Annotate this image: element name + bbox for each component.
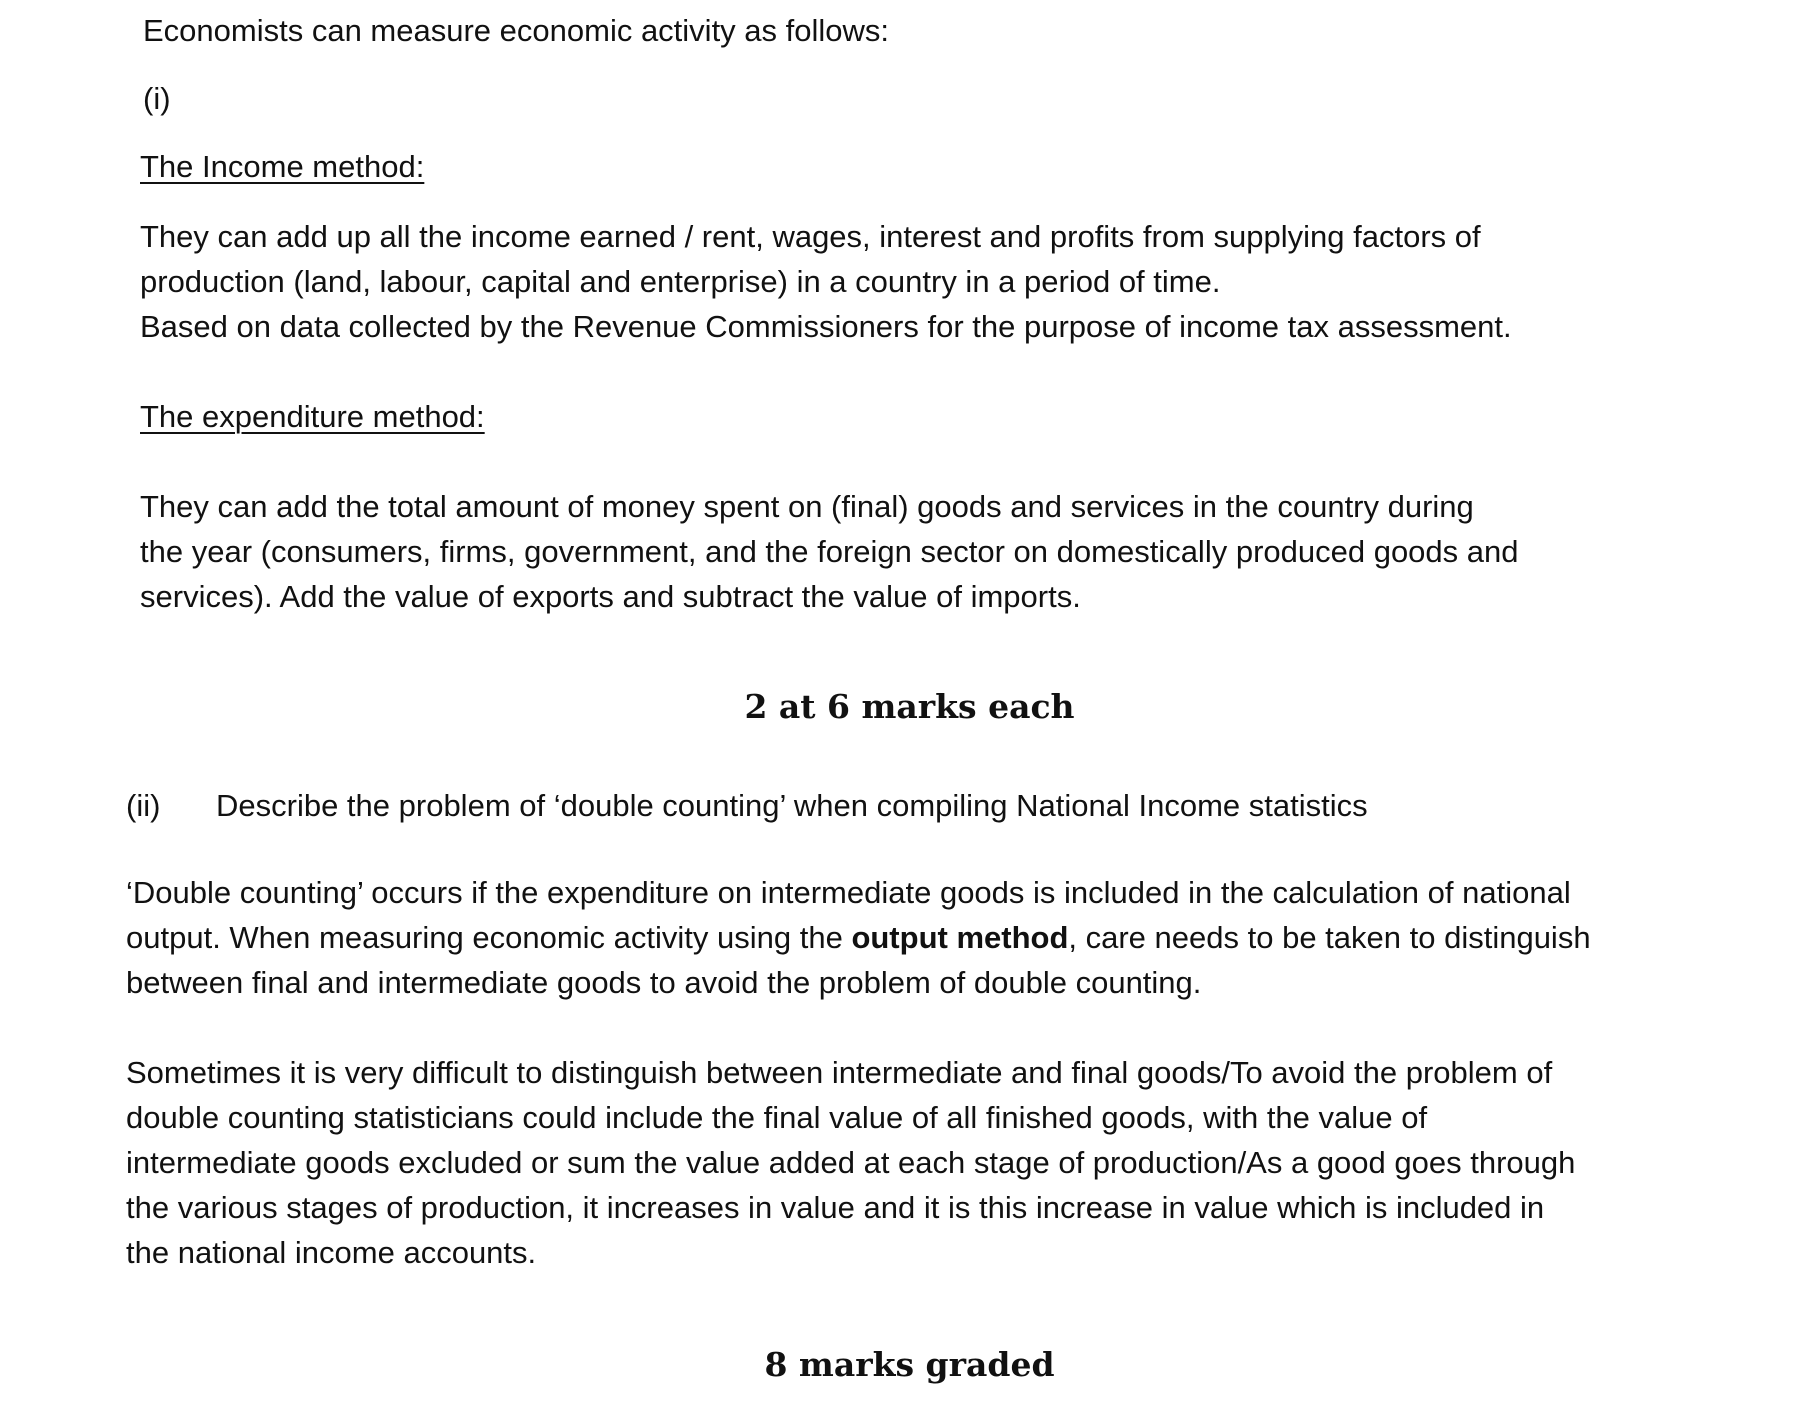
solution-line-3: intermediate goods excluded or sum the value added at each stage of production/As a good goes through xyxy=(126,1145,1576,1180)
solution-line-2: double counting statisticians could include the final value of all finished goods, with the value of xyxy=(126,1100,1428,1135)
solution-line-4: the various stages of production, it increases in value and it is this increase in value which is included in xyxy=(126,1190,1545,1225)
double-counting-line-1: ‘Double counting’ occurs if the expenditure on intermediate goods is included in the calculation of national xyxy=(126,875,1571,910)
line2-before: output. When measuring economic activity using the xyxy=(126,920,852,955)
income-method-heading: The Income method: xyxy=(140,149,425,184)
income-line-2: production (land, labour, capital and enterprise) in a country in a period of time. xyxy=(140,264,1221,299)
line2-after: , care needs to be taken to distinguish xyxy=(1068,920,1591,955)
double-counting-line-2 xyxy=(126,915,1591,960)
income-line-1: They can add up all the income earned / rent, wages, interest and profits from supplying factors of xyxy=(140,219,1481,254)
expenditure-line-1: They can add the total amount of money spent on (final) goods and services in the country during xyxy=(140,489,1474,524)
part-ii-label: (ii) xyxy=(126,788,161,823)
solution-line-1: Sometimes it is very difficult to distinguish between intermediate and final goods/To avoid the problem of xyxy=(126,1055,1553,1090)
part-i-label: (i) xyxy=(143,81,171,116)
solution-line-5: the national income accounts. xyxy=(126,1235,537,1270)
part-ii-question: Describe the problem of ‘double counting’ when compiling National Income statistics xyxy=(216,788,1368,823)
marks-part-ii: 8 marks graded xyxy=(764,1345,1055,1384)
expenditure-method-heading: The expenditure method: xyxy=(140,399,485,434)
expenditure-line-3: services). Add the value of exports and subtract the value of imports. xyxy=(140,579,1081,614)
expenditure-line-2: the year (consumers, firms, government, and the foreign sector on domestically produced goods and xyxy=(140,534,1519,569)
double-counting-line-3: between final and intermediate goods to avoid the problem of double counting. xyxy=(126,965,1202,1000)
income-line-3: Based on data collected by the Revenue Commissioners for the purpose of income tax assessment. xyxy=(140,309,1512,344)
output-method-bold: output method xyxy=(851,920,1069,955)
marks-part-i: 2 at 6 marks each xyxy=(744,687,1075,726)
intro-text: Economists can measure economic activity as follows: xyxy=(143,13,890,48)
